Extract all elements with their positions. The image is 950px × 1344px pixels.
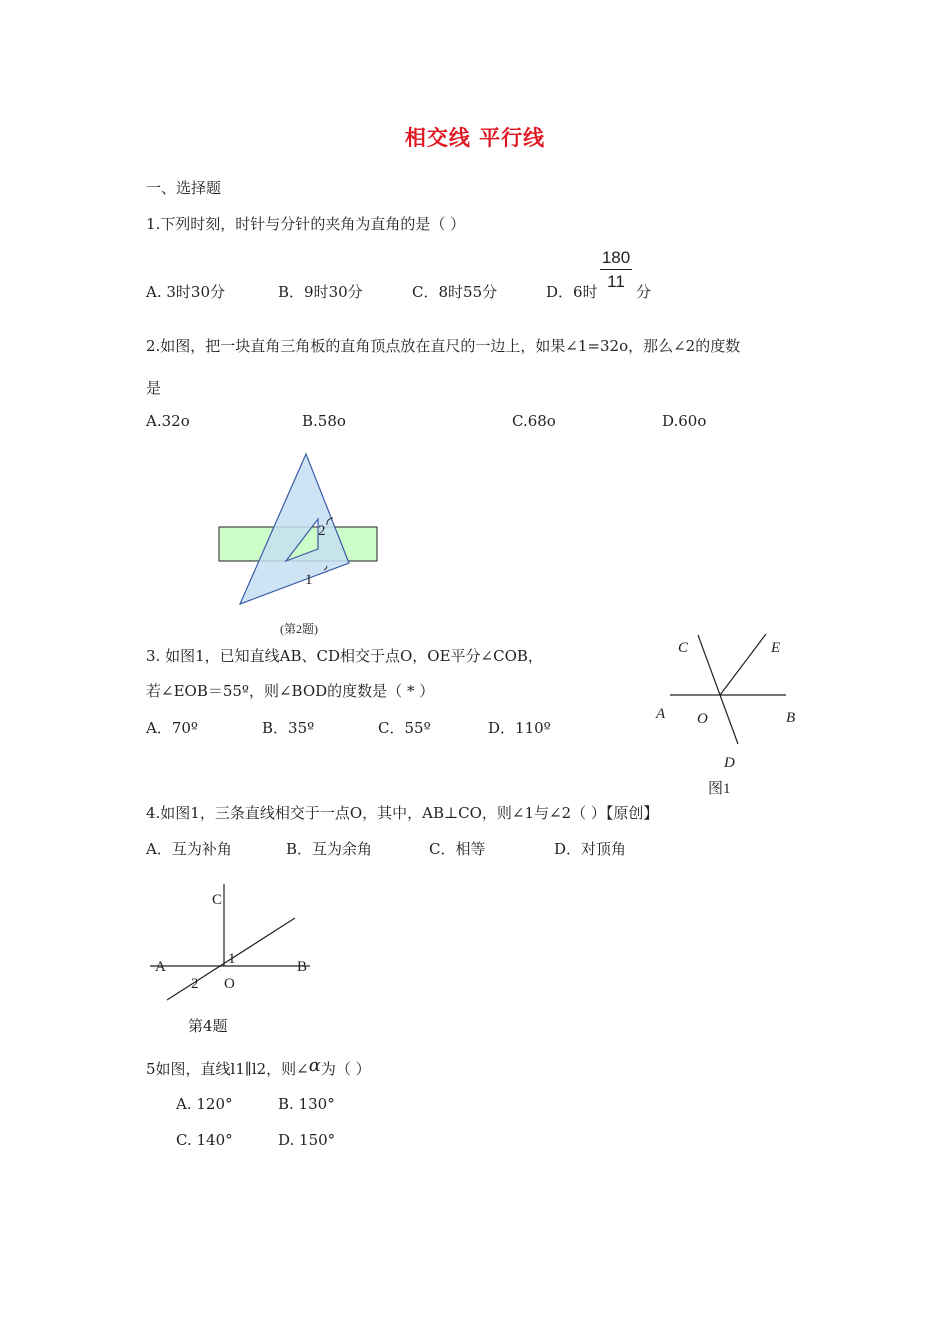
q5-option-a: A. 120° [176, 1095, 233, 1113]
q1-option-b: B．9时30分 [278, 283, 363, 301]
label-o: O [224, 976, 235, 992]
q2-figure [219, 454, 377, 636]
q4-figure [150, 884, 310, 1000]
q3-stem-line2: 若∠EOB＝55º，则∠BOD的度数是（ * ） [146, 682, 435, 700]
label-a: A [155, 959, 166, 975]
q2-figure-caption: (第2题) [280, 622, 318, 636]
q5-stem [146, 1055, 371, 1079]
label-o: O [697, 711, 708, 727]
q4-option-b: B．互为余角 [286, 840, 373, 858]
q2-stem-line2: 是 [146, 379, 162, 397]
q3-stem-line1: 3. 如图1，已知直线AB、CD相交于点O，OE平分∠COB， [146, 647, 543, 665]
q3-option-d: D．110º [488, 719, 551, 737]
q1-fraction-unit: 分 [636, 283, 652, 301]
section-heading: 一、选择题 [146, 179, 222, 197]
q3-option-c: C．55º [378, 719, 431, 737]
line-cd [698, 635, 738, 744]
q2-stem-line1: 2.如图，把一块直角三角板的直角顶点放在直尺的一边上，如果∠1=32o，那么∠2的度数 [146, 337, 741, 355]
label-b: B [786, 710, 796, 726]
fraction-numerator: 180 [601, 248, 631, 267]
q2-option-a: A.32o [146, 412, 190, 430]
q2-option-d: D.60o [662, 412, 707, 430]
angle-1-label: 1 [305, 572, 313, 588]
q5-option-b: B. 130° [278, 1095, 335, 1113]
angle-2-label: 2 [191, 976, 199, 992]
q3-figure [655, 634, 795, 797]
angle-1-label: 1 [228, 951, 236, 967]
fraction-denominator: 11 [607, 272, 625, 291]
alpha-symbol: α [308, 1055, 321, 1076]
q3-option-a: A．70º [146, 719, 198, 737]
q1-option-d: D．6时 [546, 283, 598, 301]
q2-option-b: B.58o [302, 412, 346, 430]
q4-option-c: C．相等 [429, 840, 486, 858]
q5-stem-prefix: 5如图，直线l1∥l2，则∠ [146, 1060, 309, 1078]
q5-option-c: C. 140° [176, 1131, 233, 1149]
q3-option-b: B．35º [262, 719, 315, 737]
q5-stem-suffix: 为（ ） [320, 1060, 371, 1078]
angle-2-label: 2 [318, 523, 326, 539]
page-title: 相交线 平行线 [404, 126, 546, 150]
label-d: D [724, 755, 735, 771]
q4-stem: 4.如图1，三条直线相交于一点O，其中，AB⊥CO，则∠1与∠2（ ）【原创】 [146, 804, 659, 822]
label-c: C [212, 892, 223, 908]
ray-oe [720, 634, 766, 695]
label-a: A [656, 706, 666, 722]
label-e: E [771, 640, 781, 656]
q4-option-a: A．互为补角 [146, 840, 232, 858]
label-c: C [678, 640, 689, 656]
q4-option-d: D．对顶角 [554, 840, 627, 858]
q3-figure-caption: 图1 [708, 781, 731, 797]
label-b: B [297, 959, 308, 975]
q2-option-c: C.68o [512, 412, 556, 430]
q1-option-c: C．8时55分 [412, 283, 498, 301]
q5-option-d: D. 150° [278, 1131, 336, 1149]
q4-figure-caption: 第4题 [188, 1017, 228, 1035]
q1-stem: 1.下列时刻，时针与分针的夹角为直角的是（ ） [146, 215, 466, 233]
q1-option-a: A. 3时30分 [146, 283, 225, 301]
